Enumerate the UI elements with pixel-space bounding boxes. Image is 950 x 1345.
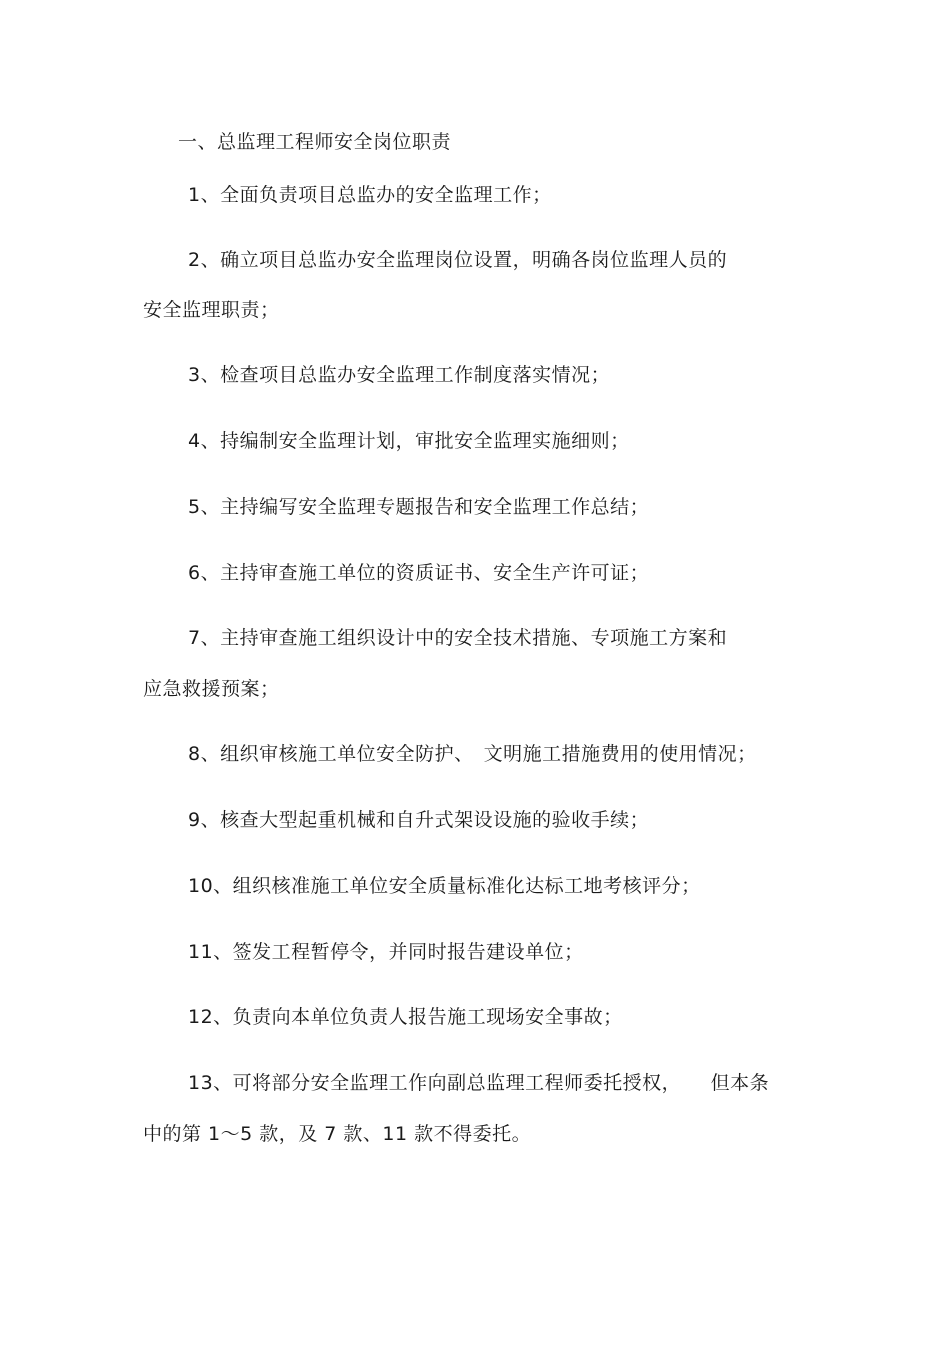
item-13: 13、可将部分安全监理工作向副总监理工程师委托授权， 但本条 [188,1072,770,1094]
item-8: 8、组织审核施工单位安全防护、 文明施工措施费用的使用情况； [188,743,757,765]
item-2-continuation: 安全监理职责； [143,299,280,321]
item-7: 7、主持审查施工组织设计中的安全技术措施、专项施工方案和 [188,627,728,649]
item-5: 5、主持编写安全监理专题报告和安全监理工作总结； [188,496,650,518]
item-12: 12、负责向本单位负责人报告施工现场安全事故； [188,1006,623,1028]
item-6: 6、主持审查施工单位的资质证书、安全生产许可证； [188,562,650,584]
item-10: 10、组织核准施工单位安全质量标准化达标工地考核评分； [188,875,701,897]
item-9: 9、核查大型起重机械和自升式架设设施的验收手续； [188,809,650,831]
item-3: 3、检查项目总监办安全监理工作制度落实情况； [188,364,611,386]
item-1: 1、全面负责项目总监办的安全监理工作； [188,184,552,206]
item-7-continuation: 应急救援预案； [143,678,280,700]
item-4: 4、持编制安全监理计划，审批安全监理实施细则； [188,430,630,452]
section-heading: 一、总监理工程师安全岗位职责 [178,131,452,153]
item-11: 11、签发工程暂停令，并同时报告建设单位； [188,941,584,963]
item-13-continuation: 中的第 1～5 款，及 7 款、11 款不得委托。 [143,1123,532,1145]
item-2: 2、确立项目总监办安全监理岗位设置，明确各岗位监理人员的 [188,249,728,271]
